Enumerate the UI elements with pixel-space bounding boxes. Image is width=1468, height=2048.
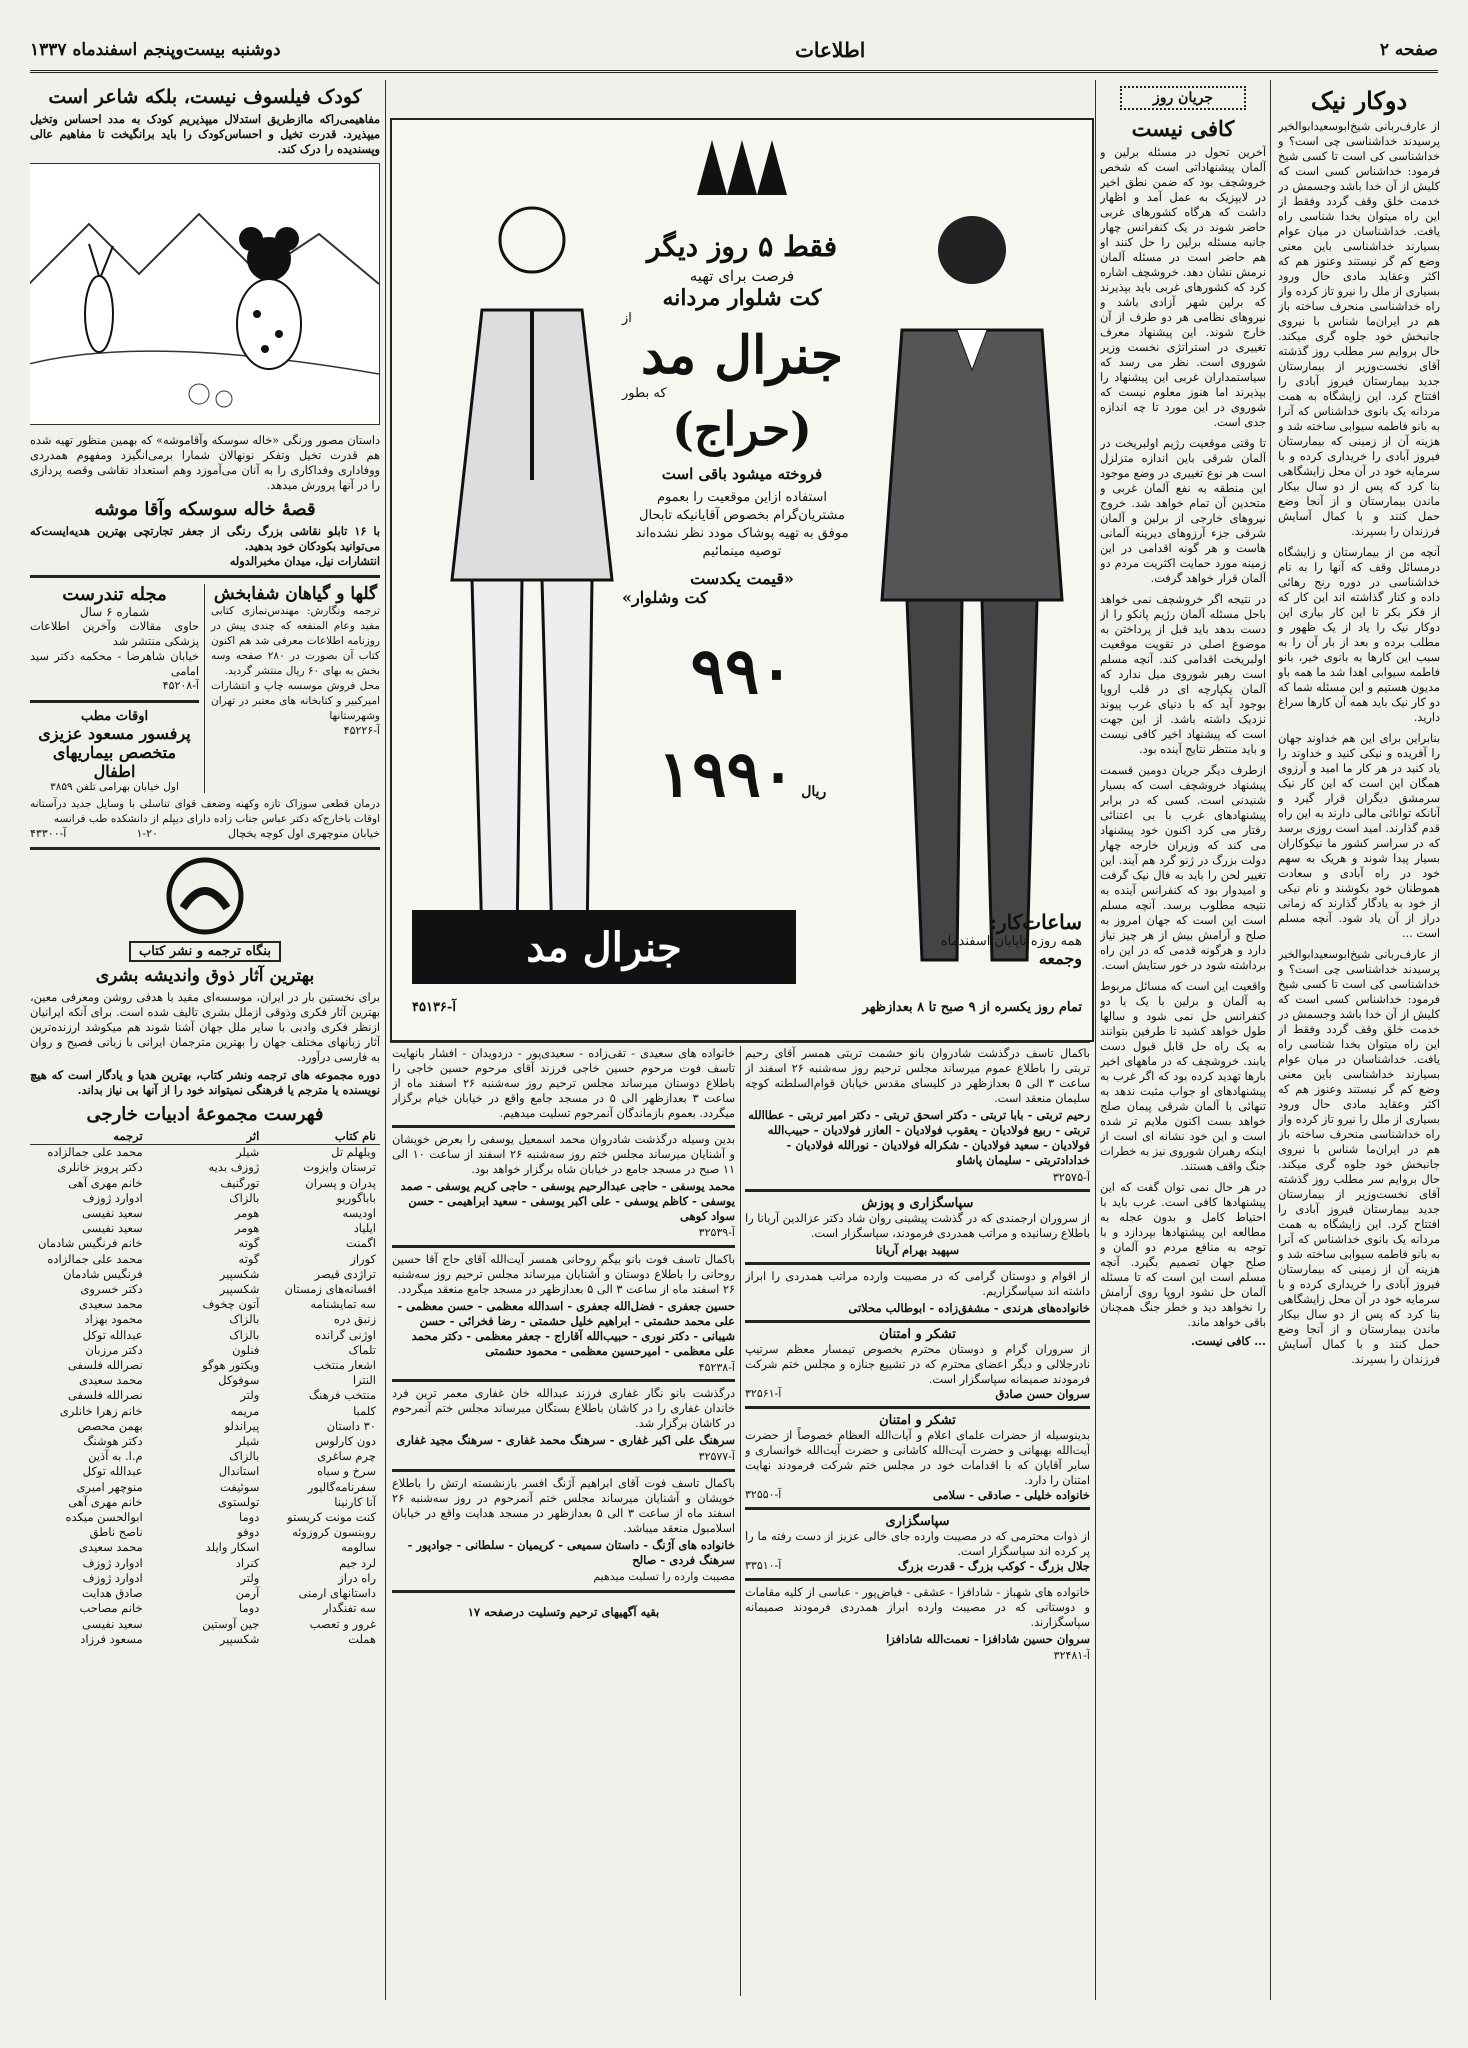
thanks-2-sign: خانواده‌های هرندی - مشفق‌زاده - ابوطالب محلاتی [848,1301,1090,1315]
table-row [30,1480,380,1495]
notices-left [392,1046,735,1996]
table-cell: ویلهلم تل [331,1145,376,1160]
table-cell: چرم ساغری [317,1449,376,1464]
table-cell: روبنسون کروزوئه [292,1525,376,1540]
table-cell: ولتر [240,1570,260,1585]
table-cell: محمد علی جمالزاده [47,1145,143,1160]
thanks-1-title: سپاسگزاری و پوزش [861,1196,974,1211]
notice-4-text: باکمال تاسف فوت بانو بیگم روحانی همسر آیت‌الله آقای حاج آقا حسین روحانی را باطلاع دوستان و آشنایان میرساند مجلس ترحیم روز سه‌شنبه ۲۶ اسفند ماه از ساعت ۳ الی ۵ بعدازظهر در مسجد جامع منعقد میگردد. [392,1252,735,1296]
cartoon-mouse-illustration [30,163,380,425]
section-box-text: جریان روز [1153,90,1213,106]
notice-3-names: محمد یوسفی - حاجی عبدالرحیم یوسفی - حاجی کریم یوسفی - صمد یوسفی - کاظم یوسفی - علی اکبر یوسفی - سعید ابراهیمی - حسن سواد کوهی [400,1179,735,1223]
table-cell: اودیسه [342,1206,376,1221]
table-cell: افسانه‌های زمستان [284,1282,376,1297]
table-row [30,1160,380,1175]
thanks-6-sign: سروان حسین شادافزا - نعمت‌الله شادافزا [886,1632,1090,1646]
table-row [30,1312,380,1327]
notice-6-text: باکمال تاسف فوت آقای ابراهیم آژنگ افسر بازنشسته ارتش را باطلاع خویشان و آشنایان میرساند مجلس ختم آنمرحوم در روز سه‌شنبه ۲۶ اسفند ماه از ساعت ۳ الی ۵ بعدازظهر در مسجد هدایت واقع در خیابان اسلامبول منعقد میباشد. [392,1476,735,1535]
table-row [30,1419,380,1434]
table-cell: شیلر [236,1434,260,1449]
thanks-1-sign: سپهبد بهرام آریانا [875,1243,960,1257]
table-cell: اگمنت [345,1236,376,1251]
table-cell: عبدالله توکل [82,1464,143,1479]
table-cell: باباگوریو [336,1190,376,1205]
table-row [30,1556,380,1571]
table-cell: ادوارد ژوزف [82,1570,143,1585]
page-header [30,30,1438,73]
table-cell: تلماک [348,1342,376,1357]
table-cell: شکسپیر [219,1631,260,1646]
story-publisher: انتشارات نیل، میدان مخبرالدوله [229,554,380,568]
table-cell: دوما [238,1601,260,1616]
table-cell: سعید نفیسی [81,1221,143,1236]
thanks-4-title: تشکر و امتنان [879,1413,956,1428]
column-rule [385,80,386,2000]
section-divider [30,700,199,703]
table-cell: بهمن محصص [77,1418,143,1433]
table-cell: سرخ و سیاه [317,1464,376,1479]
thanks-2-text: از اقوام و دوستان گرامی که در مصیبت وارده مراتب همدردی را ابراز داشته اند سپاسگزاریم. [745,1270,1090,1298]
thanks-6-code: آ-۳۲۴۸۱ [1053,1649,1090,1662]
notice-divider [392,1379,735,1382]
table-cell: ترستان وایزوت [303,1160,376,1175]
table-cell: خانم مصاحب [79,1601,143,1616]
table-cell: کلمبا [353,1403,376,1418]
book-ad-code: آ-۴۵۲۲۶ [343,724,380,737]
notices-right [745,1046,1090,1996]
table-cell: منتخب فرهنگ [308,1388,376,1403]
notice-3-text: بدین وسیله درگذشت شادروان محمد اسمعیل یوسفی را بعرض خویشان و آشنایان میرساند مجلس ختم روز سه‌شنبه ۲۶ اسفند از ساعت ۱۰ الی ۱۱ صبح در مسجد جامع در خیابان شاه برگزار خواهد بود. [392,1133,735,1176]
institute-closing: دوره مجموعه های ترجمه ونشر کتاب، بهترین هدیا و یادگار است که هیچ نویسنده یا مترجم یا فرهنگی نمیتواند خود را از آنها بی نیاز بداند. [30,1068,380,1097]
table-row [30,1586,380,1601]
story-title: قصهٔ خاله سوسکه وآقا موشه [94,499,316,520]
notice-2-code: آ-۳۲۵۷۵ [1052,1171,1090,1184]
table-cell: ابوالحسن میکده [65,1510,143,1525]
thanks-3-title: تشکر و امتنان [879,1327,956,1342]
column-current-affairs [1100,80,1266,2000]
page-number: صفحه ۲ [1379,40,1438,60]
ad-price-2-row [622,737,862,812]
table-cell: تورگنیف [220,1175,260,1190]
book-ad-dist: محل فروش موسسه چاپ و انتشارات امیرکبیر و کتابخانه های معتبر در تهران وشهرستانها [211,680,380,722]
table-cell: هملت [348,1631,376,1646]
table-row [30,1464,380,1479]
notices-column-rule [740,1046,741,1996]
thanks-5-title: سپاسگزاری [885,1514,950,1529]
table-cell: گوته [238,1251,260,1266]
table-cell: زنبق دره [333,1312,376,1327]
ad-logo: جنرال مد [526,923,682,971]
ad-copy [622,230,862,812]
ad-code: آ-۴۵۱۳۶ [412,1000,456,1015]
notice-divider [745,1507,1090,1510]
ad-hours-line1: همه روزه تاپایان اسفندماه [940,934,1082,949]
thanks-3-sign: سروان حسن صادق [995,1387,1090,1401]
table-cell: لرد جیم [339,1555,376,1570]
kids-ad-intro: مفاهیمی‌راکه ماازطریق استدلال میپذیریم کودک به مدد احساس وتخیل میپذیرد. قدرت تخیل و احساس‌کودک را باید برانگیخت تا مفاهیم عالی وپسندیده را درک کند. [30,112,380,156]
ad-product: کت شلوار مردانه [662,285,822,311]
table-cell: دکتر خسروی [80,1282,143,1297]
table-cell: راه دراز [338,1570,376,1585]
magazine-text: حاوی مقالات وآخرین اطلاعات پزشکی منتشر شد [30,620,199,648]
table-cell: محمد علی جمالزاده [47,1251,143,1266]
table-cell: سالومه [341,1540,376,1555]
article-text-3: در نتیجه اگر خروشچف نمی خواهد باحل مسئله آلمان رژیم پانکو را از دست بدهد باید قبل از پرداختن به موضوع اصلی در تقویت موقعیت اولبریخت اقدامی کند. آنچه مسلم است رهبر شوروی میل ندارد که آلمان یکپارچه ای در قلب اروپا بوجود آید که با دنیای غرب پیوند نزدیک داشته باشد. از این جهت است که پیشنهاد اخیر کافی نیست و باید منتظر نتایج آینده بود. [1100,593,1266,756]
table-row [30,1388,380,1403]
thanks-4-text: بدینوسیله از حضرات علمای اعلام و آیات‌الله العظام خصوصاً از حضرت آیت‌الله بهبهانی و حضرت آیت‌الله کاشانی و حضرت آیت‌الله خوانساری و سایر آقایان که با اقدامات خود در مجلس ختم شرکت فرمودند نهایت امتنان را دارد. [745,1429,1090,1487]
ad-hours-line3: تمام روز یکسره از ۹ صبح تا ۸ بعدازظهر [862,1000,1082,1015]
notice-4-names: حسین جعفری - فضل‌الله جعفری - اسدالله معظمی - حسن معظمی - علی محمد حشمتی - ابراهیم خلیل حشمتی - رضا فخرائی - حسن شیبانی - دکتر نوری - حبیب‌الله آقاراج - جعفر معظمی - دکتر محمد علی معظمی - امیرحسین معظمی - محمود حشمتی [397,1298,735,1358]
table-cell: هومر [234,1221,260,1236]
magazine-issue: شماره ۶ سال [79,605,150,619]
institute-text: برای نخستین بار در ایران، موسسه‌ای مفید با هدفی روشن ومعرفی معین، بهترین آثار فکری وذوقی ازملل بشری تالیف شده است. برای آنکه ایرانیان ازنظر فکری وادبی با سایر ملل جهان آشنا شوند هم میکوشد ارزنده‌ترین آثار زبانهای مختلف جهان را بهترین مترجمان ایرانی با زبانی فصیح و روان به فارسی درآورد. [30,991,380,1064]
table-cell: نصرالله فلسفی [67,1388,143,1403]
table-row [30,1282,380,1297]
table-cell: جین آوستین [202,1616,260,1631]
table-cell: دوما [238,1510,260,1525]
table-row [30,1297,380,1312]
notice-divider [745,1262,1090,1265]
table-cell: استاندال [218,1464,260,1479]
table-cell: مسعود فرزاد [80,1631,143,1646]
table-cell: دکتر هوشنگ [83,1434,143,1449]
notice-5-text: درگذشت بانو نگار غفاری فرزند عبدالله خان غفاری معمر ترین فرد خاندان غفاری را در کاشان باطلاع بستگان میرساند مجلس ختم آنمرحوم در کاشان برگزار شد. [392,1387,735,1430]
table-row [30,1540,380,1555]
ad-price-1: ۹۹۰ [690,634,794,709]
table-cell: بالزاک [229,1449,260,1464]
table-cell: سوفوکل [218,1373,260,1388]
table-cell: اوژنی گرانده [314,1327,376,1342]
table-cell: ۳۰ داستان [326,1418,376,1433]
table-cell: کنراد [235,1555,260,1570]
table-cell: بالزاک [229,1327,260,1342]
book-list-title: فهرست مجموعهٔ ادبیات خارجی [86,1104,324,1125]
table-row [30,1191,380,1206]
ad-price-2: ۱۹۹۰ [657,737,796,812]
table-row [30,1328,380,1343]
table-cell: صادق هدایت [81,1586,143,1601]
ad-logo-box [412,910,796,984]
book-list-header [30,1129,380,1145]
table-cell: ناصح ناطق [89,1525,143,1540]
article-text-5: واقعیت این است که مسائل مربوط به آلمان و برلین با یک یا دو کنفرانس حل نمی شود و سالها طول خواهد کشید تا طرفین بتوانند به یک راه حل قابل قبول دست یابند. خروشچف که در ماههای اخیر بارها تهدید کرده بود که اگر غرب به پیشنهادهای او جواب مثبت ندهد به تنهائی با آلمان شرقی پیمان صلح خواهد بست اکنون ملایم تر شده است و این خود نشانه ای است از اینکه رهبران شوروی نیز به خطرات جنگ واقف هستند. [1100,980,1266,1173]
magazine-address: خیابان شاهرضا - محکمه دکتر سید امامی [30,650,199,678]
table-cell: بالزاک [229,1312,260,1327]
table-cell: ایلیاد [353,1221,376,1236]
notice-3-code: آ-۳۲۵۳۹ [698,1226,735,1239]
ads-row [30,584,380,793]
clinic-ad-address: خیابان منوچهری اول کوچه یخچال [228,826,380,840]
table-cell: اسکار وایلد [205,1540,260,1555]
section-box-label [1120,86,1246,110]
table-row [30,1404,380,1419]
table-row [30,1206,380,1221]
column-rule [1095,80,1096,2000]
notice-divider [392,1125,735,1128]
notice-divider [392,1590,735,1593]
table-row [30,1571,380,1586]
table-cell: دون کارلوس [315,1434,376,1449]
table-cell: م.ا. به آذین [88,1449,143,1464]
institute-label: بنگاه ترجمه و نشر کتاب [129,941,281,962]
ad-suit-trousers: کت وشلوار» [622,588,708,607]
thanks-4-sign: خانواده خلیلی - صادقی - سلامی [932,1488,1090,1502]
ad-hours-title: ساعات‌کار: [989,910,1082,934]
table-cell: شکسپیر [219,1282,260,1297]
article-text-4: ازطرف دیگر جریان دومین قسمت پیشنهاد خروشچف است که بسیار شنیدنی است. کسی که در برابر پیشنهادهای غرب با بی اعتنائی رفتار می کرد اکنون خود پیشنهاد می کند که وزیران خارجه چهار دولت بزرگ در ژنو گرد هم آیند. این تغییر لحن را باید به فال نیک گرفت و امیدوار بود که کنفرانس آینده به نتیجه مطلوب برسد. آنچه مسلم است این است که جهان امروز به صلح و آرامش بیش از هر چیز نیاز دارد و هرگونه قدمی که در این راه برداشته شود در خور ستایش است. [1100,764,1266,972]
institute-label-box [30,940,380,962]
table-cell: فرنگیس شادمان [63,1266,143,1281]
notice-5-code: آ-۳۲۵۷۷ [698,1450,735,1463]
table-row [30,1252,380,1267]
editorial-title: دوکار نیک [1310,86,1408,115]
magazine-code: آ-۴۵۲۰۸ [162,679,199,692]
notice-5-names: سرهنگ علی اکبر غفاری - سرهنگ محمد غفاری - سرهنگ مجید غفاری [396,1433,735,1447]
table-cell: سعید نفیسی [81,1616,143,1631]
table-cell: غرور و تعصب [309,1616,376,1631]
ad-uniform-price: «قیمت یکدست [690,569,794,588]
table-cell: خانم زهرا خانلری [59,1403,143,1418]
thanks-1-text: از سروران ارجمندی که در گذشت پیشینی روان شاد دکتر عزالدین آریانا را باطلاع رسانیده و مراتب همدردی فرمودند، سپاسگزار است. [745,1212,1090,1240]
table-cell: سفرنامه‌گالیور [307,1479,376,1494]
table-cell: اشعار منتخب [313,1358,376,1373]
thanks-4-footer [745,1488,1090,1503]
ad-days-left: فقط ۵ روز دیگر [646,230,838,263]
notice-divider [745,1406,1090,1409]
table-cell: پیراندلو [224,1418,260,1433]
table-cell: تراژدی قیصر [314,1266,376,1281]
table-cell: سه تمایشنامه [310,1297,376,1312]
article-title: کافی نیست [1131,116,1235,141]
thanks-5-footer [745,1559,1090,1574]
table-cell: پدران و پسران [305,1175,376,1190]
doctor-address: اول خیابان بهرامی تلفن ۳۸۵۹ [50,780,179,793]
editorial-text-4: از عارف‌ربانی شیخ‌ابوسعیدابوالخیر پرسیدند خداشناسی چی است؟ و خداشناسی کی است تا کسی شیخ فرمود: خداشناس کسی است که کلیش از آن خدا باشد وجسمش در خدمت خلق وقف گردد وفقط از این راه میتوان بخدا شناسی راه یافت. خداشناسان در میان عوام بسیارند خداشناسی باین معنی وضع کم گر نیستند وعنوز هم که اکثر وعقاید مادی حال ورود بسیاری از ملل را نیرو تاز کرده واز راه خداشناسی منحرف ساخته باز هم در ایران‌ما شناس با نیروی جانبخش خود جلوه گری میکند. حال بروایم سر مطلب روز گذشته آقای نخست‌وزیر از بیمارستان جدید بیمارستان فیروز آبادی را افتتاح کرد. این زایشگاه به همت مردانه یک بانوی خداشناس که آنرا به بانو فاطمه سیوابی ساخته شد و هزینه آن از زمینی که بیمارستان فیروز آبادی را خریداری کرده و با سرمایه خود در آن محل زایشگاهی بنا کرد که پس از دو سال بیکار ماندن بیمارستان و از آنجا وضع حمل کنند و با کمال آسایش فرزندان را بسپرند. [1278,948,1440,1366]
table-cell: آرمن [235,1586,260,1601]
ad-sold-text: فروخته میشود باقی است [661,465,823,483]
table-cell: ادوارد ژوزف [82,1555,143,1570]
table-cell: عبدالله توکل [82,1327,143,1342]
table-row [30,1601,380,1616]
table-cell: فنلون [232,1342,260,1357]
section-divider [30,847,380,850]
table-cell: خانم مهری آهی [68,1494,143,1509]
table-row [30,1373,380,1388]
article-text: آخرین تحول در مسئله برلین و آلمان پیشنهاداتی است که شخص خروشچف بود که ضمن نطق اخیر در لایپزیک به عمل آمد و اظهار داشت که هرگاه کشورهای غربی حاضر شوند در یک کنفرانس چهار جانبه مسئله برلین را حل کنند او هم حاضر است در مسئله آلمان نرمش نشان دهد. خروشچف اشاره کرد که کشورهای غربی باید بپذیرند که برلین شهر آزادی باشد و نیروهای نظامی هر دو طرف از آن خارج شوند. این پیشنهاد معرف تغییری در استراتژی نخست وزیر شوروی است. نظر می رسد که سیاستمداران غربی این پیشنهاد را بپذیرند اما هنوز معلوم نیست که شوروی در این مورد تا چه اندازه جدی است. [1100,146,1266,429]
table-cell: هومر [234,1206,260,1221]
notice-1-text: خانواده های سعیدی - تقی‌زاده - سعیدی‌پور - دردویدان - افشار بانهایت تاسف فوت مرحوم حسین خاجی فرزند آقای مرحوم حسین خاجی را باطلاع دوستان میرساند مجلس ترحیم روز سه‌شنبه ۲۶ اسفند ماه از ساعت ۳ بعدازظهر الی ۵ در مسجد جامع واقع در خیابان خیام برگزار میگردد. بعموم بازماندگان آنمرحوم تسلیت میدهیم. [392,1047,735,1120]
book-ad-title: گلها و گیاهان شفابخش [213,584,378,604]
ad-sale: (حراج) [672,402,812,456]
thanks-3-code: آ-۳۲۵۶۱ [745,1387,782,1400]
table-row [30,1221,380,1236]
table-cell: خانم مهری آهی [68,1175,143,1190]
ad-as: که بطور [622,386,667,401]
notice-2-names: رحیم تربتی - بابا تربتی - دکتر اسحق تربتی - دکتر امیر تربتی - عطاالله تربتی - ربیع فولادیان - یعقوب فولادیان - العازر فولادیان - حبیب‌الله فولادیان - سعید فولادیان - شکراله فولادیان - نورالله فولادیان - خدادادتربتی - سلیمان پاشاو [748,1108,1090,1167]
table-cell: نصرالله فلسفی [67,1358,143,1373]
magazine-title: مجله تندرست [62,584,167,605]
table-cell: محمود بهزاد [84,1312,143,1327]
clinic-ad-code: آ-۴۳۳۰۰ [30,826,67,840]
notice-2-text: باکمال تاسف درگذشت شادروان بانو حشمت تربتی همسر آقای رحیم تربتی را باطلاع عموم میرساند مجلس ترحیم روز سه‌شنبه ۲۶ اسفند از ساعت ۳ الی ۵ بعدازظهر در کلیسای مقدس خیابان قوام‌السلطنه کوچه سلیمان منعقد است. [745,1047,1090,1105]
thanks-6-text: خانواده های شهباز - شادافزا - عشقی - فیاض‌پور - عباسی از کلیه مقامات و دوستانی که در مصیبت وارده ابراز همدردی فرمودند صمیمانه سپاسگزارند. [745,1586,1090,1629]
ad-from: از [622,311,632,326]
ad-hours [832,910,1082,968]
table-cell: خانم فرنگیس شادمان [37,1236,143,1251]
notice-6-code: مصیبت وارده را تسلیت میدهیم [593,1569,735,1583]
table-row [30,1343,380,1358]
table-row [30,1632,380,1647]
table-cell: دکتر مرزبان [85,1342,143,1357]
table-cell: بالزاک [229,1190,260,1205]
clinic-ad-num: ۱-۲۰ [136,826,158,840]
doctor-name: پرفسور مسعود عزیزی [38,723,191,743]
table-cell: تولستوی [218,1494,260,1509]
table-cell: مریمه [230,1403,260,1418]
doctor-hours: اوقات مطب [80,708,149,724]
book-list-header-cell: ترجمه [113,1129,143,1143]
book-ad [211,584,380,793]
notice-divider [392,1245,735,1248]
issue-date: دوشنبه بیست‌وپنجم اسفندماه ۱۳۳۷ [30,40,281,60]
article-text-6: در هر حال نمی توان گفت که این پیشنهادها کافی است. غرب باید با احتیاط کامل و بدون عجله به مطالعه این پیشنهادها بپردازد و با توجه به منافع مردم دو آلمان و صلح جهان تصمیم بگیرد. آنچه مسلم است این است که تا مسئله آلمان حل نشود اروپا روی آرامش را نخواهد دید و خطر جنگ همچنان باقی خواهد ماند. [1100,1181,1266,1329]
notice-divider [745,1189,1090,1192]
table-row [30,1510,380,1525]
table-cell: شکسپیر [219,1266,260,1281]
clinic-ad-text: درمان قطعی سوزاک تازه وکهنه وضعف قوای تناسلی با وسایل جدید درآستانه اوقات باخارج‌که دکتر عباس جناب زاده دارای دیپلم از دانشکده طب فرانسه [30,797,380,825]
table-cell: النترا [352,1373,376,1388]
notice-divider [745,1578,1090,1581]
table-row [30,1434,380,1449]
editorial-text-3: بنابراین برای این هم خداوند جهان را آفریده و نیکی کنید و خداوند را یاد کنید در هر کار ما امید و آرزوی همگان این است که این کار نیک سرمشق دیگران قرار گیرد و آنانکه توانائی مالی دارند به این راه قدم گذارند. امید است روزی برسد که در سراسر کشور ما نیکوکاران بسیار پیدا شوند و هریک به سهم خود در راه آبادی و سعادت هموطنان خود بکوشند و نام نیکی از خود به یادگار گذارند که زمانی دراز از آن یاد شود. آنچه مسلم است ... [1278,732,1440,940]
notice-6-names: خانواده های آژنگ - داستان سمیعی - کریمیان - سلطانی - جوادپور - سرهنگ فردی - صالح [407,1537,735,1567]
table-cell: شیلر [236,1145,260,1160]
table-row [30,1267,380,1282]
thanks-4-code: آ-۳۲۵۵۰ [745,1488,782,1501]
kids-ad-story: داستان مصور ورنگی «خاله سوسکه وآقاموشه» که بهمین منظور تهیه شده هم قدرت تخیل وتفکر نونهالان شمارا برمی‌انگیزد ومفهوم همدردی ووفاداری وفداکاری را به آنان می‌آموزد وهم استعداد نقاشی وقصه پردازی را در آنها پرورش میدهد. [30,434,380,492]
table-cell: دکتر پرویز خانلری [57,1160,143,1175]
column-editorial [1278,80,1440,2000]
table-row [30,1449,380,1464]
table-cell: محمد سعیدی [79,1373,143,1388]
man-in-suit-left-illustration [412,180,642,960]
book-list-header-cell: نام کتاب [334,1129,376,1143]
thanks-3-text: از سروران گرام و دوستان محترم بخصوص تیمسار معظم سرتیپ نادرجلالی و دیگر اعضای محترم که در تشییع جنازه و مجلس ختم شرکت فرمودند صمیمانه سپاسگزار است. [745,1343,1090,1386]
notice-divider [392,1469,735,1472]
table-row [30,1145,380,1160]
brand-emblem-icon [692,130,792,200]
table-row [30,1176,380,1191]
ad-hours-line2: وجمعه [1038,949,1082,968]
thanks-5-sign: جلال بزرگ - کوکب بزرگ - قدرت بزرگ [897,1559,1090,1573]
thanks-5-text: از ذوات محترمی که در مصیبت وارده جای خالی عزیز از دست رفته ما را پر کرده اند سپاسگزار است. [745,1530,1090,1558]
notice-4-code: آ-۴۵۲۳۸ [698,1360,735,1374]
book-list-header-cell: اثر [246,1129,260,1143]
ad-opportunity: فرصت برای تهیه [689,267,795,285]
table-row [30,1617,380,1632]
table-cell: آتون چخوف [202,1297,260,1312]
table-row [30,1495,380,1510]
table-cell: ادوارد ژوزف [82,1190,143,1205]
thanks-5-code: آ-۳۳۵۱۰ [745,1559,782,1572]
table-cell: منوچهر امیری [76,1479,143,1494]
editorial-text-2: آنچه من از بیمارستان و زایشگاه درمسائل وقف که آنها را به نام خداشناسی در دوره رنج رهائی داده و کنار گذاشته اند این کار که از فکر بکر تا این کار بیاری این دوکار نیک را یاد از یک ظهور و مطلب برده و بعد از بار آن را به سبب این کارها به بانوی خیر، بانو فاطمه سیوابی اهدا شد ما همه باو مدیون هستیم و این مسئله شما که دو کار نیک باید همه آن کارها سراغ دارید. [1278,546,1440,724]
notices-footer-note: بقیه آگهیهای ترحیم وتسلیت درصفحه ۱۷ [467,1604,660,1619]
article-text-2: تا وقتی موقعیت رژیم اولبریخت در آلمان شرقی باین اندازه متزلزل است هر نوع تغییری در وضع موجود این منطقه به نفع آلمان غربی و متحدین آن تمام خواهد شد. خروج نیروهای خارجی از برلین و آلمان شرقی جزء آرزوهای دیرینه آلمانی هاست و هر گونه اقدامی در این زمینه مورد حمایت اکثریت مردم دو آلمان قرار خواهد گرفت. [1100,437,1266,585]
kids-ad-title: کودک فیلسوف نیست، بلکه شاعر است [48,86,362,108]
editorial-text: از عارف‌ربانی شیخ‌ابوسعیدابوالخیر پرسیدند خداشناسی چی است؟ و خداشناسی کی است تا کسی شیخ فرمود: خداشناس کسی است که کلیش از آن خدا باشد وجسمش در خدمت خلق وقف گردد وفقط از این راه میتوان بخدا شناسی راه یافت. خداشناسان در میان عوام بسیارند خداشناسی باین معنی وضع کم گر نیستند وعنوز هم که اکثر وعقاید مادی حال ورود بسیاری از ملل را نیرو تاز کرده واز راه خداشناسی منحرف ساخته باز هم در ایران‌ما شناس با نیروی جانبخش خود جلوه گری میکند. حال بروایم سر مطلب روز گذشته آقای نخست‌وزیر از بیمارستان جدید بیمارستان فیروز آبادی را افتتاح کرد. این زایشگاه به همت مردانه یک بانوی خداشناس که آنرا به بانو فاطمه سیوابی ساخته شد و هزینه آن از زمینی که بیمارستان فیروز آبادی را خریداری کرده و با سرمایه خود در آن محل زایشگاهی بنا کرد که پس از دو سال بیکار ماندن بیمارستان و از آنجا وضع حمل کنند و با کمال آسایش فرزندان را بسپرند. [1278,120,1440,538]
book-ad-text: ترجمه ونگارش: مهندس‌نمازی کتابی مفید وعام المنفعه که چندی پیش در روزنامه اطلاعات معرفی شد هم اکنون کتاب آن بصورت در ۲۸۰ صفحه وسه بخش به بهای ۶۰ ریال منتشر گردید. [211,605,380,677]
ad-footer [412,1000,1082,1015]
ad-brand: جنرال مد [640,325,843,386]
institute-logo-icon [165,856,245,936]
institute-logo-wrap [30,856,380,940]
table-cell: سه تفنگدار [322,1601,376,1616]
clinic-ad-footer [30,827,380,842]
column-rule [1270,80,1271,2000]
book-list [30,1145,380,1647]
table-cell: کوراز [350,1251,376,1266]
magazine-ad [30,584,205,793]
table-row [30,1358,380,1373]
table-row [30,1525,380,1540]
table-cell: دوفو [237,1525,260,1540]
table-cell: ویکتور هوگو [202,1358,260,1373]
doctor-specialty: متخصص بیماریهای اطفال [52,742,177,781]
column-left [30,80,380,2000]
institute-title: بهترین آثار ذوق واندیشه بشری [95,966,315,986]
table-row [30,1236,380,1251]
table-cell: کنت مونت کریستو [287,1510,376,1525]
table-cell: محمد سعیدی [79,1540,143,1555]
man-in-suit-right-illustration [862,180,1082,980]
table-cell: گوته [238,1236,260,1251]
notice-divider [745,1320,1090,1323]
ad-body-text: استفاده ازاین موقعیت را بعموم مشتریان‌گرام بخصوص آقایانیکه تابحال موفق به تهیه پوشاک مودد نظر نشده‌اند توصیه مینمائیم [635,490,849,559]
ad-currency: ریال [801,784,827,800]
story-offer: با ۱۶ تابلو نقاشی بزرگ رنگی از جعفر تجارتچی بهترین هدیه‌ایست‌که می‌توانید بکودکان خود بدهید. [30,524,380,553]
table-cell: سعید نفیسی [81,1206,143,1221]
thanks-3-footer [745,1387,1090,1402]
section-divider [30,575,380,578]
table-cell: محمد سعیدی [79,1297,143,1312]
article-signature: ... کافی نیست. [1191,1334,1266,1348]
table-cell: سوئیفت [219,1479,260,1494]
table-cell: ژوزف بدیه [208,1160,260,1175]
table-cell: ولتر [240,1388,260,1403]
notices-rule [390,1042,1090,1043]
table-cell: داستانهای ارمنی [298,1586,376,1601]
ad-general-mode [390,118,1094,1042]
newspaper-name: اطلاعات [795,38,866,62]
table-cell: آنا کارنینا [334,1494,376,1509]
